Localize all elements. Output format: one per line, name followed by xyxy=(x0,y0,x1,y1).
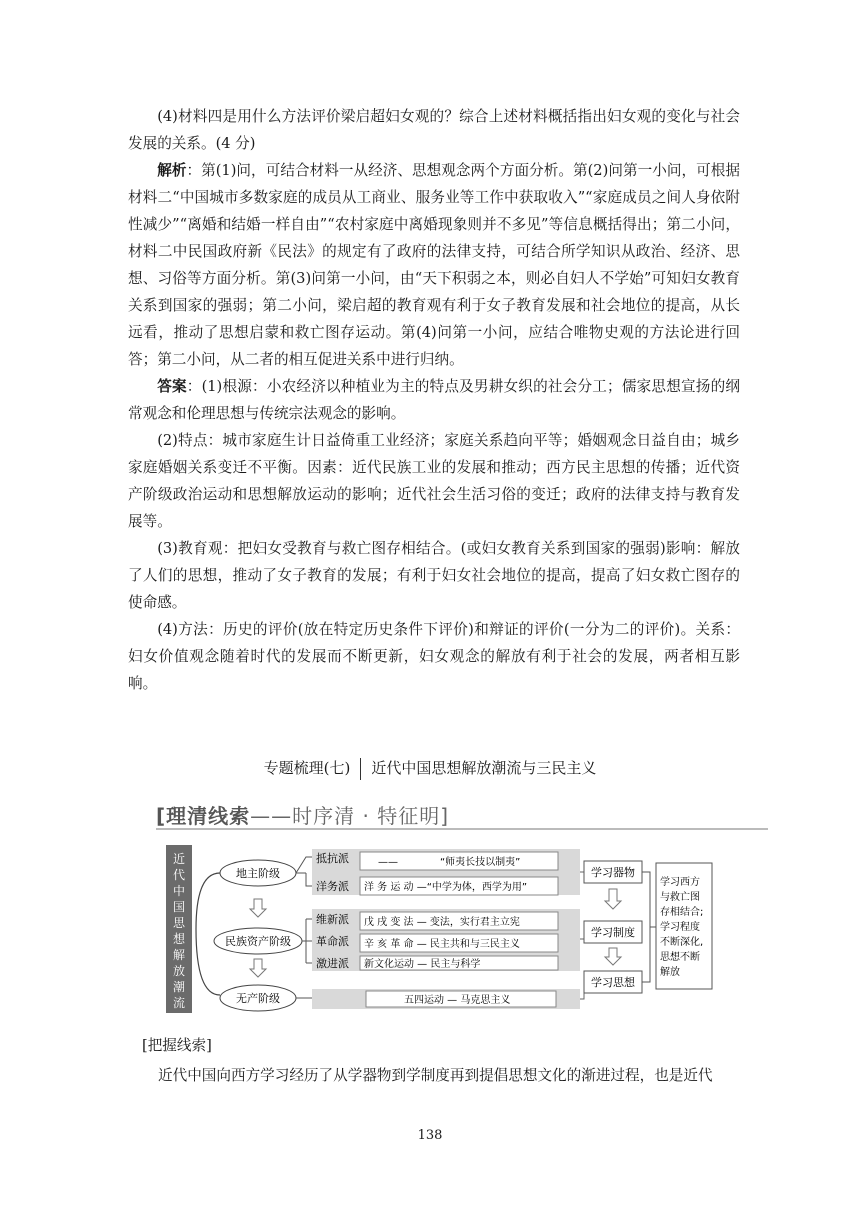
page-number: 138 xyxy=(417,1128,443,1143)
stage-thought: 学习思想 xyxy=(591,976,635,989)
movement-may4th-text: 五四运动 — 马克思主义 xyxy=(404,995,511,1006)
vchar: 中 xyxy=(172,884,186,898)
summary-line: 学习程度 xyxy=(660,922,700,933)
summary-line: 与救亡图 xyxy=(660,892,700,903)
summary-line: 不断深化, xyxy=(660,937,704,948)
vchar: 代 xyxy=(172,868,186,882)
faction-resistance: 抵抗派 xyxy=(316,852,349,865)
class-landlord-label: 地主阶级 xyxy=(236,867,280,880)
vchar: 流 xyxy=(172,996,186,1010)
answer-1 xyxy=(128,373,740,427)
thought-emancipation-diagram xyxy=(166,845,714,1015)
analysis-label: 解析 xyxy=(157,162,187,179)
banner-rule xyxy=(156,828,768,830)
down-arrow-icon xyxy=(605,889,621,909)
connector-landlord xyxy=(296,857,312,886)
answer-label: 答案 xyxy=(157,378,187,395)
connector-stage xyxy=(580,985,584,999)
section-header xyxy=(0,757,860,780)
movement-westernization-text: 洋 务 运 动 —“中学为体，西学为用” xyxy=(364,882,528,893)
analysis-text: ：第(1)问，可结合材料一从经济、思想观念两个方面分析。第(2)问第一小问，可根据材料二“中国城市多数家庭的成员从工商业、服务业等工作中获取收入”“家庭成员之间人身依附性减少”“离婚和结婚一样自由”“农村家庭中离婚现象则并不多见”等信息概括得出；第二小问，材料二中民国政府新《民法》的规定有了政府的法律支持，可结合所学知识从政治、经济、思想、习俗等方面分析。第(3)问第一小问，由“天下积弱之本，则必自妇人不学始”可知妇女教育关系到国家的强弱；第二小问，梁启超的教育观有利于女子教育发展和社会地位的提高，从长远看，推动了思想启蒙和救亡图存运动。第(4)问第一小问，应结合唯物史观的方法论进行回答；第二小问，从二者的相互促进关系中进行归纳。 xyxy=(128,162,740,368)
vchar: 近 xyxy=(172,852,186,866)
summary-line: 解放 xyxy=(660,967,680,978)
summary-line: 存相结合; xyxy=(660,907,704,918)
down-arrow-icon xyxy=(605,948,621,965)
faction-radical: 激进派 xyxy=(316,957,349,970)
movement-revolution-text: 辛 亥 革 命 — 民主共和与三民主义 xyxy=(364,939,520,950)
grasp-label: [把握线索] xyxy=(142,1037,212,1054)
movement-newculture-text: 新文化运动 — 民主与科学 xyxy=(364,959,481,970)
movement-reform-text: 戊 戌 变 法 — 变法，实行君主立宪 xyxy=(364,917,520,928)
summary-line: 思想不断 xyxy=(660,952,700,963)
section-divider xyxy=(360,758,361,780)
faction-westernization: 洋务派 xyxy=(316,880,349,893)
banner-title-bold: [理清线索 xyxy=(156,804,251,828)
connector-bourgeoisie xyxy=(302,919,312,963)
vchar: 国 xyxy=(172,900,186,914)
section-number: 专题梳理(七) xyxy=(263,759,351,777)
question-4: (4)材料四是用什么方法评价梁启超妇女观的？综合上述材料概括指出妇女观的变化与社会发展的关系。(4 分) xyxy=(128,108,740,152)
banner-title-rest: ——时序清 · 特征明] xyxy=(250,804,450,828)
vchar: 潮 xyxy=(172,980,186,994)
faction-revolution: 革命派 xyxy=(316,935,349,948)
grasp-text: 近代中国向西方学习经历了从学器物到学制度再到提倡思想文化的渐进过程，也是近代 xyxy=(158,1067,713,1084)
analysis-paragraph xyxy=(128,157,740,373)
question-and-answer-block xyxy=(128,103,740,697)
section-title: 近代中国思想解放潮流与三民主义 xyxy=(371,759,597,777)
vchar: 解 xyxy=(172,948,186,962)
summary-bracket xyxy=(642,872,656,982)
answer-3: (3)教育观：把妇女受教育与救亡图存相结合。(或妇女教育关系到国家的强弱)影响：解放了人们的思想，推动了女子教育的发展；有利于妇女社会地位的提高，提高了妇女救亡图存的使命感。 xyxy=(128,540,740,611)
movement-resistance-text: “师夷长技以制夷” xyxy=(440,857,521,868)
answer-4: (4)方法：历史的评价(放在特定历史条件下评价)和辩证的评价(一分为二的评价)。关系：妇女价值观念随着时代的发展而不断更新，妇女观念的解放有利于社会的发展，两者相互影响。 xyxy=(128,621,740,692)
down-arrow-icon xyxy=(250,959,266,977)
vchar: 放 xyxy=(172,964,186,978)
class-bourgeoisie-label: 民族资产阶级 xyxy=(225,935,291,948)
brace-curve xyxy=(196,873,220,995)
answer-1-text: ：(1)根源：小农经济以种植业为主的特点及男耕女织的社会分工；儒家思想宣扬的纲常观念和伦理思想与传统宗法观念的影响。 xyxy=(128,378,740,422)
stage-institutions: 学习制度 xyxy=(591,926,635,939)
answer-2: (2)特点：城市家庭生计日益倚重工业经济；家庭关系趋向平等；婚姻观念日益自由；城乡家庭婚姻关系变迁不平衡。因素：近代民族工业的发展和推动；西方民主思想的传播；近代资产阶级政治运动和思想解放运动的影响；近代社会生活习俗的变迁；政府的法律支持与教育发展等。 xyxy=(128,432,740,530)
down-arrow-icon xyxy=(250,899,266,917)
banner-title xyxy=(156,800,449,829)
vchar: 思 xyxy=(172,916,186,930)
class-proletariat-label: 无产阶级 xyxy=(236,992,280,1005)
summary-line: 学习西方 xyxy=(660,877,700,888)
faction-reform: 维新派 xyxy=(316,913,349,926)
banner xyxy=(156,800,768,830)
stage-things: 学习器物 xyxy=(591,866,635,879)
vchar: 想 xyxy=(172,932,186,946)
movement-dash: —— xyxy=(378,857,398,868)
